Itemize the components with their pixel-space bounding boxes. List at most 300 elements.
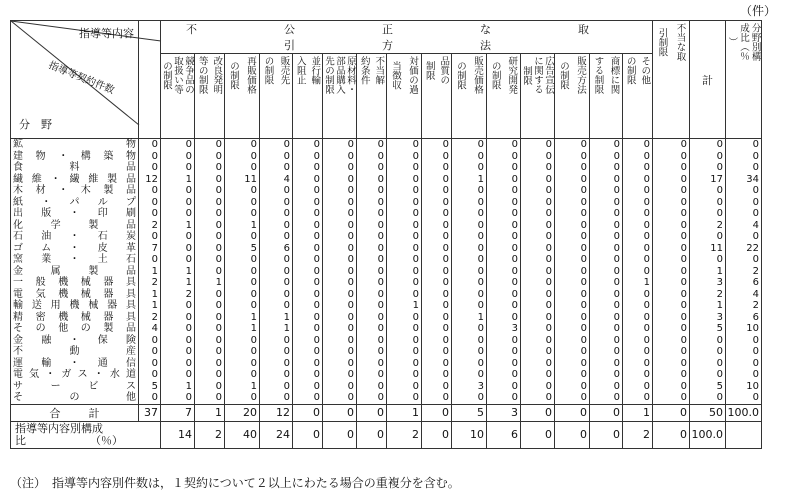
table-cell: 0 xyxy=(283,334,290,346)
footnote: （注） 指導等内容別件数は，１契約について２以上にわたる場合の重複分を含む。 xyxy=(10,476,460,490)
table-cell: 0 xyxy=(313,208,320,219)
table-cell: 0 xyxy=(442,346,449,357)
ratio-cell: 14 xyxy=(161,421,195,448)
col-header-11 xyxy=(487,54,521,139)
total-cell: 0 xyxy=(293,404,323,421)
table-cell: 0 xyxy=(511,380,518,392)
table-cell: 0 xyxy=(215,162,222,173)
ratio-cell xyxy=(726,421,762,448)
table-cell: 0 xyxy=(477,162,484,173)
col-header-total: 計 xyxy=(690,21,726,139)
table-cell: 0 xyxy=(545,392,552,403)
category-label: ゴム・皮革 xyxy=(13,242,136,254)
col-header-7-text: 不当解 xyxy=(373,56,385,85)
table-cell: 0 xyxy=(313,357,320,369)
table-cell: 0 xyxy=(313,196,320,208)
table-cell: 0 xyxy=(442,173,449,185)
table-cell: 0 xyxy=(412,311,419,323)
total-cell: 7 xyxy=(161,404,195,421)
table-cell: 0 xyxy=(215,334,222,346)
col-header-15-text: の制限 xyxy=(624,56,636,85)
table-cell: 0 xyxy=(643,231,650,242)
table-cell: 0 xyxy=(250,208,257,219)
table-cell: 0 xyxy=(442,300,449,311)
table-cell: 0 xyxy=(643,300,650,311)
table-cell: 0 xyxy=(545,173,552,185)
table-cell: 3 xyxy=(511,323,518,334)
table-cell: 0 xyxy=(442,311,449,323)
col-header-9-text: 品質の xyxy=(438,56,450,85)
table-cell: 0 xyxy=(680,392,687,403)
table-cell: 0 xyxy=(412,265,419,277)
category-column xyxy=(11,139,139,405)
table-cell: 0 xyxy=(545,288,552,300)
category-label: サ ー ビ ス xyxy=(13,380,136,392)
ratio-cell: 2 xyxy=(387,421,422,448)
table-cell: 0 xyxy=(613,346,620,357)
table-cell: 0 xyxy=(477,254,484,265)
col-header-14-text: する制限 xyxy=(592,56,604,94)
col-header-15-text: その他 xyxy=(639,56,651,85)
value-column-17 xyxy=(690,139,726,405)
col-header-12-text: 広告宣伝 xyxy=(543,56,554,94)
table-cell: 0 xyxy=(643,380,650,392)
table-cell: 0 xyxy=(347,265,354,277)
table-cell: 0 xyxy=(442,288,449,300)
table-cell: 0 xyxy=(185,392,192,403)
col-header-ratio-text: 成比（％ xyxy=(737,23,749,61)
table-cell: 0 xyxy=(580,311,587,323)
total-cell: 50 xyxy=(690,404,726,421)
table-cell: 0 xyxy=(613,231,620,242)
col-header-ratio xyxy=(726,21,762,139)
table-cell: 0 xyxy=(313,231,320,242)
table-cell: 0 xyxy=(752,346,759,357)
total-cell: 1 xyxy=(387,404,422,421)
table-cell: 0 xyxy=(412,242,419,254)
contracts-value: 2 xyxy=(151,311,158,323)
col-header-10-text: の制限 xyxy=(455,60,466,90)
ratio-cell: 40 xyxy=(225,421,260,448)
category-label: 建物・構築物 xyxy=(13,150,136,162)
table-cell: 0 xyxy=(511,150,518,162)
category-label: 電気機械器具 xyxy=(13,288,136,300)
table-cell: 0 xyxy=(752,196,759,208)
table-cell: 0 xyxy=(313,311,320,323)
contracts-value: 0 xyxy=(151,357,158,369)
table-cell: 5 xyxy=(716,323,723,334)
ratio-label: 指導等内容別構成 比 （％） xyxy=(11,421,161,448)
table-cell: 0 xyxy=(377,242,384,254)
value-column-12 xyxy=(521,139,555,405)
table-cell: 0 xyxy=(442,369,449,380)
col-header-11-text: 研究開発 xyxy=(506,56,518,94)
table-cell: 0 xyxy=(752,392,759,403)
table-cell: 0 xyxy=(545,265,552,277)
table-cell: 0 xyxy=(716,208,723,219)
table-cell: 0 xyxy=(215,242,222,254)
table-cell: 0 xyxy=(477,139,484,150)
table-cell: 0 xyxy=(442,150,449,162)
table-cell: 0 xyxy=(283,208,290,219)
table-cell: 0 xyxy=(185,242,192,254)
table-cell: 0 xyxy=(215,300,222,311)
table-cell: 1 xyxy=(477,173,484,185)
table-cell: 0 xyxy=(511,254,518,265)
table-cell: 0 xyxy=(511,139,518,150)
table-cell: 0 xyxy=(580,231,587,242)
table-cell: 0 xyxy=(613,334,620,346)
table-cell: 0 xyxy=(377,323,384,334)
value-column-16 xyxy=(653,139,690,405)
table-cell: 0 xyxy=(545,300,552,311)
contracts-value: 0 xyxy=(151,346,158,357)
table-cell: 0 xyxy=(347,231,354,242)
table-cell: 0 xyxy=(313,265,320,277)
table-cell: 0 xyxy=(347,300,354,311)
table-cell: 0 xyxy=(545,380,552,392)
table-cell: 0 xyxy=(643,392,650,403)
table-cell: 0 xyxy=(511,219,518,231)
col-header-ratio-text: 分野別構 xyxy=(749,23,761,61)
table-cell: 0 xyxy=(477,231,484,242)
table-cell: 0 xyxy=(545,185,552,196)
category-label: 繊維・繊維製品 xyxy=(13,173,136,185)
table-cell: 0 xyxy=(442,380,449,392)
table-cell: 2 xyxy=(716,219,723,231)
col-header-4-text: 販売先 xyxy=(278,56,290,85)
table-cell: 0 xyxy=(643,185,650,196)
col-header-3 xyxy=(225,54,260,139)
table-cell: 0 xyxy=(412,173,419,185)
table-cell: 3 xyxy=(716,311,723,323)
table-cell: 0 xyxy=(185,334,192,346)
table-cell: 0 xyxy=(412,334,419,346)
group-title: 不 公 正 な 取 引 方 法 xyxy=(161,21,653,54)
table-cell: 0 xyxy=(643,196,650,208)
col-header-10 xyxy=(452,54,487,139)
table-cell: 0 xyxy=(580,357,587,369)
table-cell: 0 xyxy=(283,185,290,196)
col-header-8-text: 当徴収 xyxy=(390,60,401,90)
col-header-15 xyxy=(623,54,653,139)
table-cell: 0 xyxy=(283,369,290,380)
table-cell: 4 xyxy=(752,288,759,300)
table-cell: 0 xyxy=(377,357,384,369)
ratio-cell: 2 xyxy=(623,421,653,448)
table-cell: 0 xyxy=(680,346,687,357)
table-cell: 0 xyxy=(347,357,354,369)
table-cell: 0 xyxy=(511,392,518,403)
table-cell: 0 xyxy=(680,219,687,231)
contracts-value: 0 xyxy=(151,185,158,196)
table-cell: 0 xyxy=(347,254,354,265)
table-cell: 0 xyxy=(347,196,354,208)
col-header-1 xyxy=(161,54,195,139)
contracts-value: 4 xyxy=(151,323,158,334)
ratio-cell: 6 xyxy=(487,421,521,448)
table-cell: 0 xyxy=(215,392,222,403)
table-cell: 0 xyxy=(511,173,518,185)
table-cell: 1 xyxy=(716,265,723,277)
table-cell: 0 xyxy=(283,254,290,265)
table-cell: 0 xyxy=(613,392,620,403)
table-cell: 0 xyxy=(377,392,384,403)
col-header-9 xyxy=(422,54,452,139)
table-cell: 0 xyxy=(442,265,449,277)
table-cell: 0 xyxy=(185,311,192,323)
total-cell: 0 xyxy=(323,404,357,421)
table-cell: 0 xyxy=(283,265,290,277)
table-cell: 0 xyxy=(680,242,687,254)
value-column-15 xyxy=(623,139,653,405)
col-header-7-text: 約条件 xyxy=(358,56,370,85)
table-cell: 2 xyxy=(752,265,759,277)
table-cell: 0 xyxy=(511,162,518,173)
table-cell: 0 xyxy=(313,277,320,288)
table-cell: 0 xyxy=(643,150,650,162)
table-cell: 17 xyxy=(710,173,723,185)
table-cell: 0 xyxy=(580,288,587,300)
table-cell: 0 xyxy=(613,357,620,369)
table-cell: 0 xyxy=(643,162,650,173)
total-cell: 100.0 xyxy=(726,404,762,421)
value-column-7 xyxy=(357,139,387,405)
table-cell: 0 xyxy=(283,288,290,300)
table-cell: 0 xyxy=(377,139,384,150)
table-cell: 1 xyxy=(185,380,192,392)
col-header-4 xyxy=(260,54,293,139)
col-header-3-text: の制限 xyxy=(228,60,239,90)
table-cell: 0 xyxy=(250,300,257,311)
table-cell: 0 xyxy=(680,311,687,323)
table-cell: 0 xyxy=(250,196,257,208)
col-header-4-text: の制限 xyxy=(262,56,274,85)
table-cell: 5 xyxy=(250,242,257,254)
contracts-value: 0 xyxy=(151,162,158,173)
table-cell: 0 xyxy=(580,300,587,311)
table-cell: 0 xyxy=(313,150,320,162)
table-cell: 0 xyxy=(580,139,587,150)
table-cell: 0 xyxy=(185,300,192,311)
table-cell: 0 xyxy=(215,346,222,357)
table-cell: 0 xyxy=(215,380,222,392)
table-cell: 0 xyxy=(347,208,354,219)
table-cell: 0 xyxy=(545,277,552,288)
table-cell: 1 xyxy=(412,300,419,311)
table-cell: 1 xyxy=(215,277,222,288)
table-cell: 0 xyxy=(412,357,419,369)
table-cell: 0 xyxy=(250,162,257,173)
table-cell: 1 xyxy=(716,300,723,311)
table-cell: 0 xyxy=(442,231,449,242)
table-cell: 0 xyxy=(283,357,290,369)
table-cell: 0 xyxy=(215,196,222,208)
table-cell: 11 xyxy=(710,242,723,254)
ratio-row xyxy=(11,421,762,448)
table-cell: 0 xyxy=(442,277,449,288)
total-cell: 0 xyxy=(590,404,623,421)
table-cell: 0 xyxy=(580,265,587,277)
table-cell: 0 xyxy=(215,369,222,380)
table-cell: 0 xyxy=(313,173,320,185)
table-cell: 0 xyxy=(477,346,484,357)
col-header-5-text: 入阻止 xyxy=(294,56,306,85)
table-cell: 0 xyxy=(377,254,384,265)
value-column-2 xyxy=(195,139,225,405)
table-cell: 0 xyxy=(347,323,354,334)
table-cell: 0 xyxy=(347,242,354,254)
table-cell: 0 xyxy=(752,139,759,150)
table-cell: 0 xyxy=(680,277,687,288)
table-cell: 0 xyxy=(477,242,484,254)
table-cell: 0 xyxy=(347,150,354,162)
total-contracts: 37 xyxy=(139,404,161,421)
total-cell: 1 xyxy=(623,404,653,421)
table-cell: 0 xyxy=(442,208,449,219)
table-cell: 0 xyxy=(643,357,650,369)
table-cell: 0 xyxy=(477,392,484,403)
contracts-value: 2 xyxy=(151,277,158,288)
table-cell: 0 xyxy=(377,380,384,392)
value-column-4 xyxy=(260,139,293,405)
table-cell: 0 xyxy=(643,219,650,231)
contracts-value: 0 xyxy=(151,231,158,242)
table-cell: 0 xyxy=(442,196,449,208)
table-cell: 0 xyxy=(185,346,192,357)
category-label: 石油・石炭 xyxy=(13,231,136,242)
table-cell: 0 xyxy=(716,196,723,208)
table-cell: 0 xyxy=(442,334,449,346)
table-cell: 0 xyxy=(185,357,192,369)
table-cell: 0 xyxy=(283,277,290,288)
table-cell: 10 xyxy=(746,380,759,392)
total-label: 合 計 xyxy=(11,404,139,421)
table-cell: 0 xyxy=(716,162,723,173)
category-label: その他の製品 xyxy=(13,323,136,334)
contracts-value: 0 xyxy=(151,334,158,346)
table-cell: 4 xyxy=(752,219,759,231)
table-cell: 0 xyxy=(643,139,650,150)
table-cell: 0 xyxy=(580,219,587,231)
table-cell: 0 xyxy=(716,231,723,242)
table-cell: 0 xyxy=(680,288,687,300)
table-cell: 0 xyxy=(643,254,650,265)
col-header-3-text: 再販価格 xyxy=(245,56,256,94)
table-cell: 0 xyxy=(215,254,222,265)
value-column-10 xyxy=(452,139,487,405)
table-cell: 0 xyxy=(442,242,449,254)
table-cell: 2 xyxy=(752,300,759,311)
contracts-value: 12 xyxy=(145,173,158,185)
value-column-8 xyxy=(387,139,422,405)
table-cell: 0 xyxy=(511,311,518,323)
col-header-12-text: 制限 xyxy=(521,65,532,85)
table-cell: 1 xyxy=(283,323,290,334)
table-cell: 0 xyxy=(643,369,650,380)
table-cell: 0 xyxy=(215,231,222,242)
table-cell: 0 xyxy=(283,231,290,242)
col-header-2 xyxy=(195,54,225,139)
table-cell: 0 xyxy=(511,369,518,380)
table-cell: 0 xyxy=(545,323,552,334)
table-cell: 0 xyxy=(752,150,759,162)
ratio-cell: 10 xyxy=(452,421,487,448)
table-cell: 0 xyxy=(580,173,587,185)
table-cell: 0 xyxy=(680,254,687,265)
contracts-value: 2 xyxy=(151,219,158,231)
table-cell: 0 xyxy=(613,323,620,334)
table-cell: 0 xyxy=(580,346,587,357)
table-cell: 0 xyxy=(442,392,449,403)
value-column-11 xyxy=(487,139,521,405)
table-cell: 0 xyxy=(377,219,384,231)
category-label: 食 料 品 xyxy=(13,162,136,173)
table-cell: 0 xyxy=(377,265,384,277)
table-cell: 0 xyxy=(313,334,320,346)
table-cell: 0 xyxy=(377,288,384,300)
table-cell: 0 xyxy=(215,265,222,277)
category-label: 電気・ガス・水道 xyxy=(13,369,136,380)
table-cell: 0 xyxy=(545,196,552,208)
table-cell: 0 xyxy=(215,139,222,150)
col-header-16-text: 不当な取 xyxy=(674,23,686,61)
table-cell: 0 xyxy=(412,346,419,357)
col-header-6-text: 部品購入 xyxy=(334,56,345,94)
table-cell: 0 xyxy=(580,185,587,196)
table-cell: 0 xyxy=(283,300,290,311)
table-cell: 0 xyxy=(613,219,620,231)
table-cell: 0 xyxy=(580,323,587,334)
table-cell: 0 xyxy=(377,162,384,173)
table-cell: 0 xyxy=(442,323,449,334)
table-cell: 0 xyxy=(377,173,384,185)
table-cell: 0 xyxy=(215,150,222,162)
contracts-value: 7 xyxy=(151,242,158,254)
table-cell: 0 xyxy=(511,196,518,208)
corner-top-label: 指導等内容 xyxy=(79,27,134,40)
table-cell: 0 xyxy=(613,311,620,323)
contracts-value: 0 xyxy=(151,392,158,403)
table-cell: 0 xyxy=(347,185,354,196)
table-cell: 0 xyxy=(250,334,257,346)
table-cell: 0 xyxy=(442,185,449,196)
table-cell: 0 xyxy=(347,392,354,403)
table-cell: 0 xyxy=(442,139,449,150)
table-cell: 0 xyxy=(477,208,484,219)
ratio-cell: 24 xyxy=(260,421,293,448)
table-cell: 0 xyxy=(250,357,257,369)
table-cell: 0 xyxy=(580,162,587,173)
table-cell: 1 xyxy=(477,311,484,323)
table-cell: 0 xyxy=(643,311,650,323)
table-cell: 0 xyxy=(613,277,620,288)
table-cell: 0 xyxy=(580,196,587,208)
table-cell: 0 xyxy=(215,288,222,300)
table-cell: 0 xyxy=(313,219,320,231)
table-cell: 0 xyxy=(250,150,257,162)
table-cell: 0 xyxy=(412,323,419,334)
table-cell: 0 xyxy=(680,185,687,196)
table-cell: 0 xyxy=(613,185,620,196)
contracts-value: 1 xyxy=(151,300,158,311)
table-cell: 0 xyxy=(511,334,518,346)
table-cell: 0 xyxy=(347,334,354,346)
table-cell: 0 xyxy=(613,380,620,392)
table-cell: 0 xyxy=(680,162,687,173)
table-cell: 0 xyxy=(511,265,518,277)
table-cell: 0 xyxy=(680,196,687,208)
